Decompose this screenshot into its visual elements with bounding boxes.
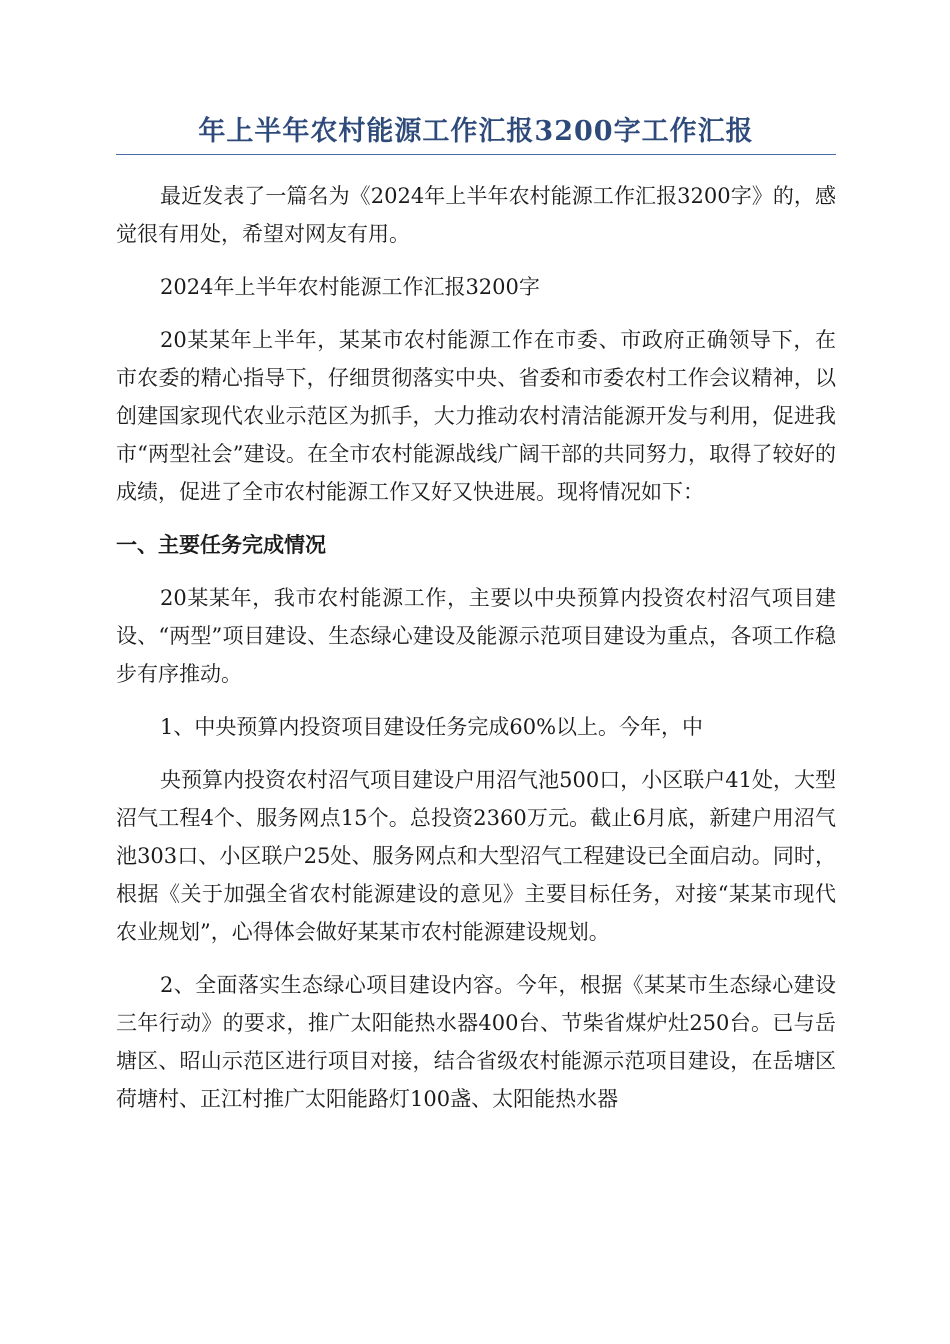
- item-1-paragraph: 1、中央预算内投资项目建设任务完成60%以上。今年，中: [160, 715, 704, 739]
- document-title: 年上半年农村能源工作汇报3200字工作汇报: [198, 116, 754, 147]
- item-1-detail-paragraph: 央预算内投资农村沼气项目建设户用沼气池500口，小区联户41处，大型沼气工程4个、服务网点15个。总投资2360万元。截止6月底，新建户用沼气池303口、小区联户25处、服务网点和大型沼气工程建设已全面启动。同时，根据《关于加强全省农村能源建设的意见》主要目标任务，对接“某某市现代农业规划”，心得体会做好某某市农村能源建设规划。: [116, 768, 836, 944]
- overview-paragraph: 20某某年上半年，某某市农村能源工作在市委、市政府正确领导下，在市农委的精心指导下，仔细贯彻落实中央、省委和市委农村工作会议精神，以创建国家现代农业示范区为抓手，大力推动农村清洁能源开发与利用，促进我市“两型社会”建设。在全市农村能源战线广阔干部的共同努力，取得了较好的成绩，促进了全市农村能源工作又好又快进展。现将情况如下：: [116, 328, 836, 504]
- item-2-paragraph: 2、全面落实生态绿心项目建设内容。今年，根据《某某市生态绿心建设三年行动》的要求，推广太阳能热水器400台、节柴省煤炉灶250台。已与岳塘区、昭山示范区进行项目对接，结合省级农村能源示范项目建设，在岳塘区荷塘村、正江村推广太阳能路灯100盏、太阳能热水器: [116, 973, 836, 1111]
- section-heading-main-tasks: 一、主要任务完成情况: [116, 533, 326, 557]
- document-page: [116, 112, 836, 1118]
- tasks-summary-paragraph: 20某某年，我市农村能源工作，主要以中央预算内投资农村沼气项目建设、“两型”项目建设、生态绿心建设及能源示范项目建设为重点，各项工作稳步有序推动。: [116, 586, 836, 686]
- subtitle-paragraph: 2024年上半年农村能源工作汇报3200字: [160, 275, 540, 299]
- title-underline: [116, 154, 836, 155]
- intro-paragraph: 最近发表了一篇名为《2024年上半年农村能源工作汇报3200字》的，感觉很有用处，希望对网友有用。: [116, 184, 836, 246]
